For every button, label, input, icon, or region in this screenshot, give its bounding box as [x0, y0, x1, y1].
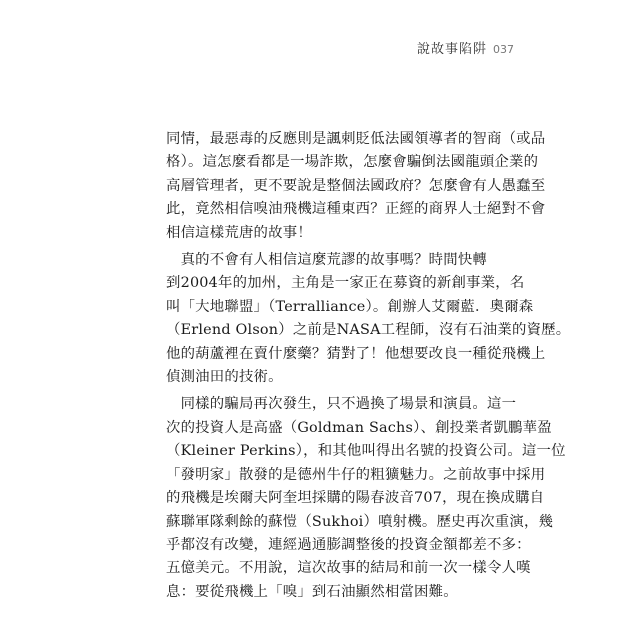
- text-line: 的飛機是埃爾夫阿奎坦採購的陽春波音707，現在換成購自: [166, 490, 545, 507]
- text-line: 叫「大地聯盟」（Terralliance）。創辦人艾爾藍．奧爾森: [166, 298, 534, 315]
- text-line: 蘇聯軍隊剩餘的蘇愷（Sukhoi）噴射機。歷史再次重演，幾: [166, 513, 554, 530]
- text-line: 到2004年的加州，主角是一家正在募資的新創事業，名: [166, 275, 525, 292]
- text-line: 次的投資人是高盛（Goldman Sachs）、創投業者凱鵬華盈: [166, 419, 552, 436]
- text-line: 高層管理者，更不要說是整個法國政府？怎麼會有人愚蠢至: [166, 177, 546, 194]
- body-text: [166, 128, 571, 608]
- text-line: 五億美元。不用說，這次故事的結局和前一次一樣令人嘆: [166, 560, 531, 577]
- text-line: （Kleiner Perkins），和其他叫得出名號的投資公司。這一位: [166, 443, 566, 460]
- paragraph-1: [166, 128, 546, 245]
- text-line: 此，竟然相信嗅油飛機這種東西？正經的商界人士絕對不會: [166, 201, 546, 218]
- text-line: 真的不會有人相信這麼荒謬的故事嗎？時間快轉: [166, 252, 487, 269]
- text-line: （Erlend Olson）之前是NASA工程師，沒有石油業的資歷。: [166, 322, 571, 339]
- text-line: 格）。這怎麼看都是一場詐欺，怎麼會騙倒法國龍頭企業的: [166, 154, 539, 171]
- paragraph-3: [166, 393, 566, 604]
- running-head-title: 說故事陷阱: [416, 42, 487, 57]
- running-head: [417, 38, 514, 57]
- text-line: 乎都沒有改變，連經過通膨調整後的投資金額都差不多：: [166, 536, 531, 553]
- paragraph-2: [166, 249, 571, 389]
- text-line: 相信這樣荒唐的故事！: [166, 224, 312, 241]
- text-line: 偵測油田的技術。: [166, 369, 283, 386]
- text-line: 同樣的騙局再次發生，只不過換了場景和演員。這一: [166, 396, 517, 413]
- page-number: 037: [493, 43, 514, 56]
- text-line: 同情，最惡毒的反應則是諷刺貶低法國領導者的智商（或品: [166, 131, 546, 147]
- text-line: 息：要從飛機上「嗅」到石油顯然相當困難。: [166, 583, 458, 600]
- text-line: 「發明家」散發的是德州牛仔的粗獷魅力。之前故事中採用: [166, 466, 546, 483]
- text-line: 他的葫蘆裡在賣什麼藥？猜對了！他想要改良一種從飛機上: [166, 345, 546, 362]
